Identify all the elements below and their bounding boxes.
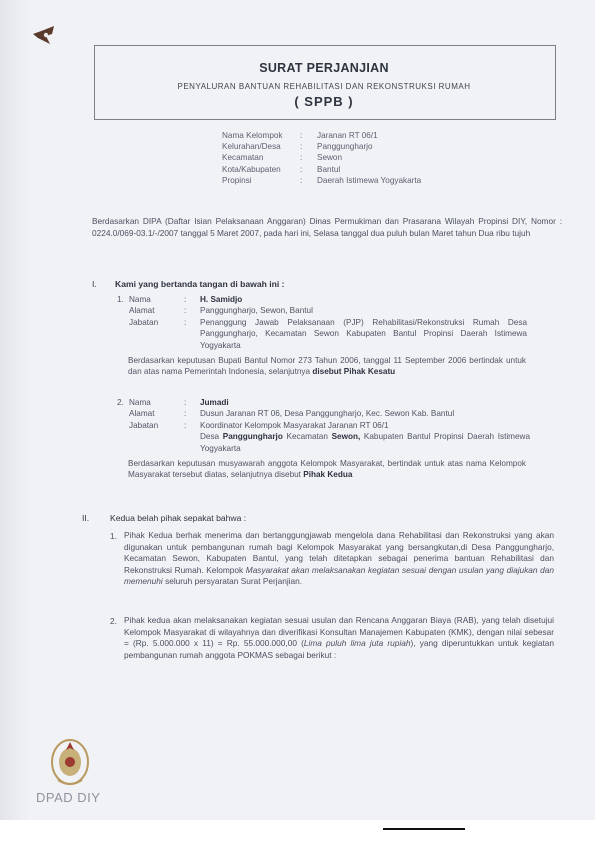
item-2-number: 2. [110,616,117,626]
section-1-heading: Kami yang bertanda tangan di bawah ini : [115,279,285,289]
identity-row: Kecamatan : Sewon [222,153,343,163]
group-identity-table [222,131,421,187]
section-2-item-1: Pihak Kedua berhak menerima dan bertanggungjawab mengelola dana Rehabilitasi dan Rekonstruksi yang akan digunakan untuk pembangunan rumah bagi Kelompok Masyarakat yang bersangkutan,di Desa Panggungharjo, Kecamatan Sewon, Kabupaten Bantul, yang telah ditetapkan sebagai penerima bantuan Rehabilitasi dan Rekonstruksi Rumah. Kelompok Masyarakat akan melaksanakan kegiatan sesuai dengan usulan yang diajukan dan memenuhi seluruh persyaratan Surat Perjanjian. [124,530,554,587]
footer-line [383,828,465,830]
identity-row: Nama Kelompok : Jaranan RT 06/1 [222,131,378,140]
document-code: ( SPPB ) [294,94,354,109]
identity-row: Kota/Kabupaten : Bantul [222,164,341,174]
item-1-number: 1. [110,531,117,541]
section-2-heading: Kedua belah pihak sepakat bahwa : [110,513,247,523]
watermark-text: DPAD DIY [36,790,101,805]
page-shadow [0,0,30,820]
party-2-basis: Berdasarkan keputusan musyawarah anggota Kelompok Masyarakat, bertindak untuk atas nama Kelompok Masyarakat tersebut diatas, selanjutnya disebut Pihak Kedua [128,459,526,480]
intro-paragraph: Berdasarkan DIPA (Daftar Isian Pelaksanaan Anggaran) Dinas Permukiman dan Prasarana Wilayah Propinsi DIY, Nomor : 0224.0/069-03.1/-/2007 tanggal 5 Maret 2007, pada hari ini, Selasa tanggal dua puluh bulan Maret tahun Dua ribu tujuh [92,216,562,238]
section-2-item-2: Pihak kedua akan melaksanakan kegiatan sesuai usulan dan Rencana Anggaran Biaya (RAB), yang telah disetujui Kelompok Masyarakat di wilayahnya dan diverifikasi Konsultan Manajemen Kabupaten (KMK), dengan nilai sebesar = (Rp. 5.000.000 x 11) = Rp. 55.000.000,00 (Lima puluh lima juta rupiah), yang diperuntukkan untuk kegiatan pembangunan rumah anggota POKMAS sebagai berikut : [124,615,554,660]
document-subtitle: PENYALURAN BANTUAN REHABILITASI DAN REKONSTRUKSI RUMAH [177,82,471,91]
document-title: SURAT PERJANJIAN [259,61,389,75]
party-1-basis: Berdasarkan keputusan Bupati Bantul Nomor 273 Tahun 2006, tanggal 11 September 2006 bertindak untuk dan atas nama Pemerintah Indonesia, selanjutnya disebut Pihak Kesatu [128,356,526,377]
identity-row: Propinsi : Daerah Istimewa Yogyakarta [222,175,422,185]
section-2-number: II. [82,513,90,523]
emblem-logo [44,732,96,790]
section-1-number: I. [92,279,97,289]
party-1: 1. Nama : H. Samidjo Alamat : Panggungharjo, Sewon, Bantul Jabatan : Penanggung Jawab Pelaksanaan (PJP) Rehabilitasi/Rekonstruksi Rumah Desa Panggungharjo, Kecamatan Sewon Kabupaten Bantul Propinsi Daerah Istimewa Yogyakarta [117,295,527,350]
party-2: 2. Nama : Jumadi Alamat : Dusun Jaranan RT 06, Desa Panggungharjo, Kec. Sewon Kab. Bantul Jabatan : Koordinator Kelompok Masyarakat Jaranan RT 06/1 Desa Panggungharjo Kecamatan Sewon, Kabupaten Bantul Propinsi Daerah Istimewa Yogyakarta [117,398,531,453]
identity-row: Kelurahan/Desa : Panggungharjo [222,142,373,152]
staple-mark [30,22,60,52]
